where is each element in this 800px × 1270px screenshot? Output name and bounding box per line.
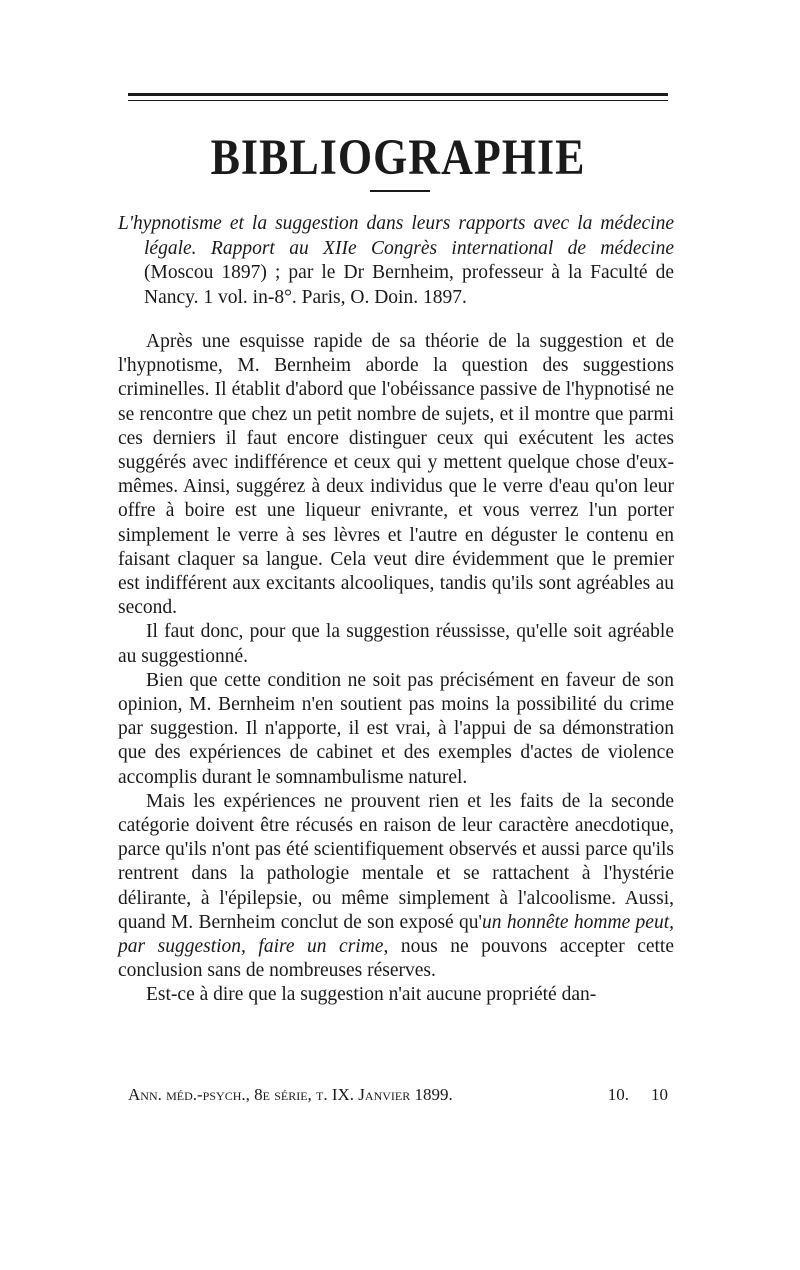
paragraph-4-quote: un honnête homme peut, par suggestion, faire un crime bbox=[118, 911, 674, 958]
page-title: BIBLIOGRAPHIE bbox=[210, 129, 586, 186]
publication-title: Rapport au XIIe Congrès international de médecine bbox=[210, 237, 675, 259]
header-rule-thin bbox=[128, 100, 668, 101]
paragraph-4-end: , nous ne pouvons accepter cette conclusion sans de nombreuses réserves. bbox=[118, 936, 674, 982]
signature-mark: 10. bbox=[607, 1085, 629, 1104]
page-number: 10 bbox=[651, 1085, 668, 1104]
publication-details: (Moscou 1897) ; par le Dr Bernheim, professeur à la Faculté de Nancy. 1 vol. in-8°. Paris, O. Doin. 1897. bbox=[144, 262, 674, 308]
header-rule-thick bbox=[128, 93, 668, 96]
paragraph-4 bbox=[118, 790, 674, 984]
page-footer bbox=[128, 1085, 668, 1105]
journal-citation: Ann. méd.-psych., 8e série, t. IX. Janvier 1899. bbox=[128, 1085, 453, 1104]
paragraph-4-start: Mais les expériences ne prouvent rien et les faits de la seconde catégorie doivent être récusés en raison de leur caractère anecdotique, parce qu'ils n'ont pas été scientifiquement observés et aussi parce qu'ils rentrent dans la pathologie mentale et se rattachent à l'hystérie délirante, à l'épilepsie, ou même simplement à l'alcoolisme. Aussi, quand M. Bernheim conclut de son exposé qu' bbox=[118, 790, 674, 933]
paragraph-1: Après une esquisse rapide de sa théorie de la suggestion et de l'hypnotisme, M. Bernheim aborde la question des suggestions criminelles. Il établit d'abord que l'obéissance passive de l'hypnotisé ne se rencontre que chez un petit nombre de sujets, et il montre que parmi ces derniers il faut encore distinguer ceux qui exécutent les actes suggérés avec indifférence et ceux qui y mettent quelque chose d'eux-mêmes. Ainsi, suggérez à deux individus que le verre d'eau qu'on leur offre à boire est une liqueur enivrante, et vous verrez l'un porter simplement le verre à ses lèvres et l'autre en déguster le contenu en faisant claquer sa langue. Cela veut dire évidemment que le premier est indifférent aux excitants alcooliques, tandis qu'ils sont agréables au second. bbox=[118, 331, 674, 619]
paragraph-5: Est-ce à dire que la suggestion n'ait aucune propriété dan- bbox=[146, 984, 597, 1006]
review-body bbox=[118, 330, 674, 1008]
bibliographic-reference bbox=[118, 212, 674, 310]
work-title: L'hypnotisme et la suggestion dans leurs rapports avec la médecine légale. bbox=[118, 213, 674, 259]
paragraph-3: Bien que cette condition ne soit pas précisément en faveur de son opinion, M. Bernheim n'en soutient pas moins la possibilité du crime par suggestion. Il n'apporte, il est vrai, à l'appui de sa démonstration que des expériences de cabinet et des exemples d'actes de violence accomplis durant le somnambulisme naturel. bbox=[118, 669, 674, 788]
title-divider bbox=[370, 190, 430, 192]
footer-numbers bbox=[608, 1085, 668, 1105]
paragraph-2: Il faut donc, pour que la suggestion réussisse, qu'elle soit agréable au suggestionné. bbox=[118, 621, 674, 667]
